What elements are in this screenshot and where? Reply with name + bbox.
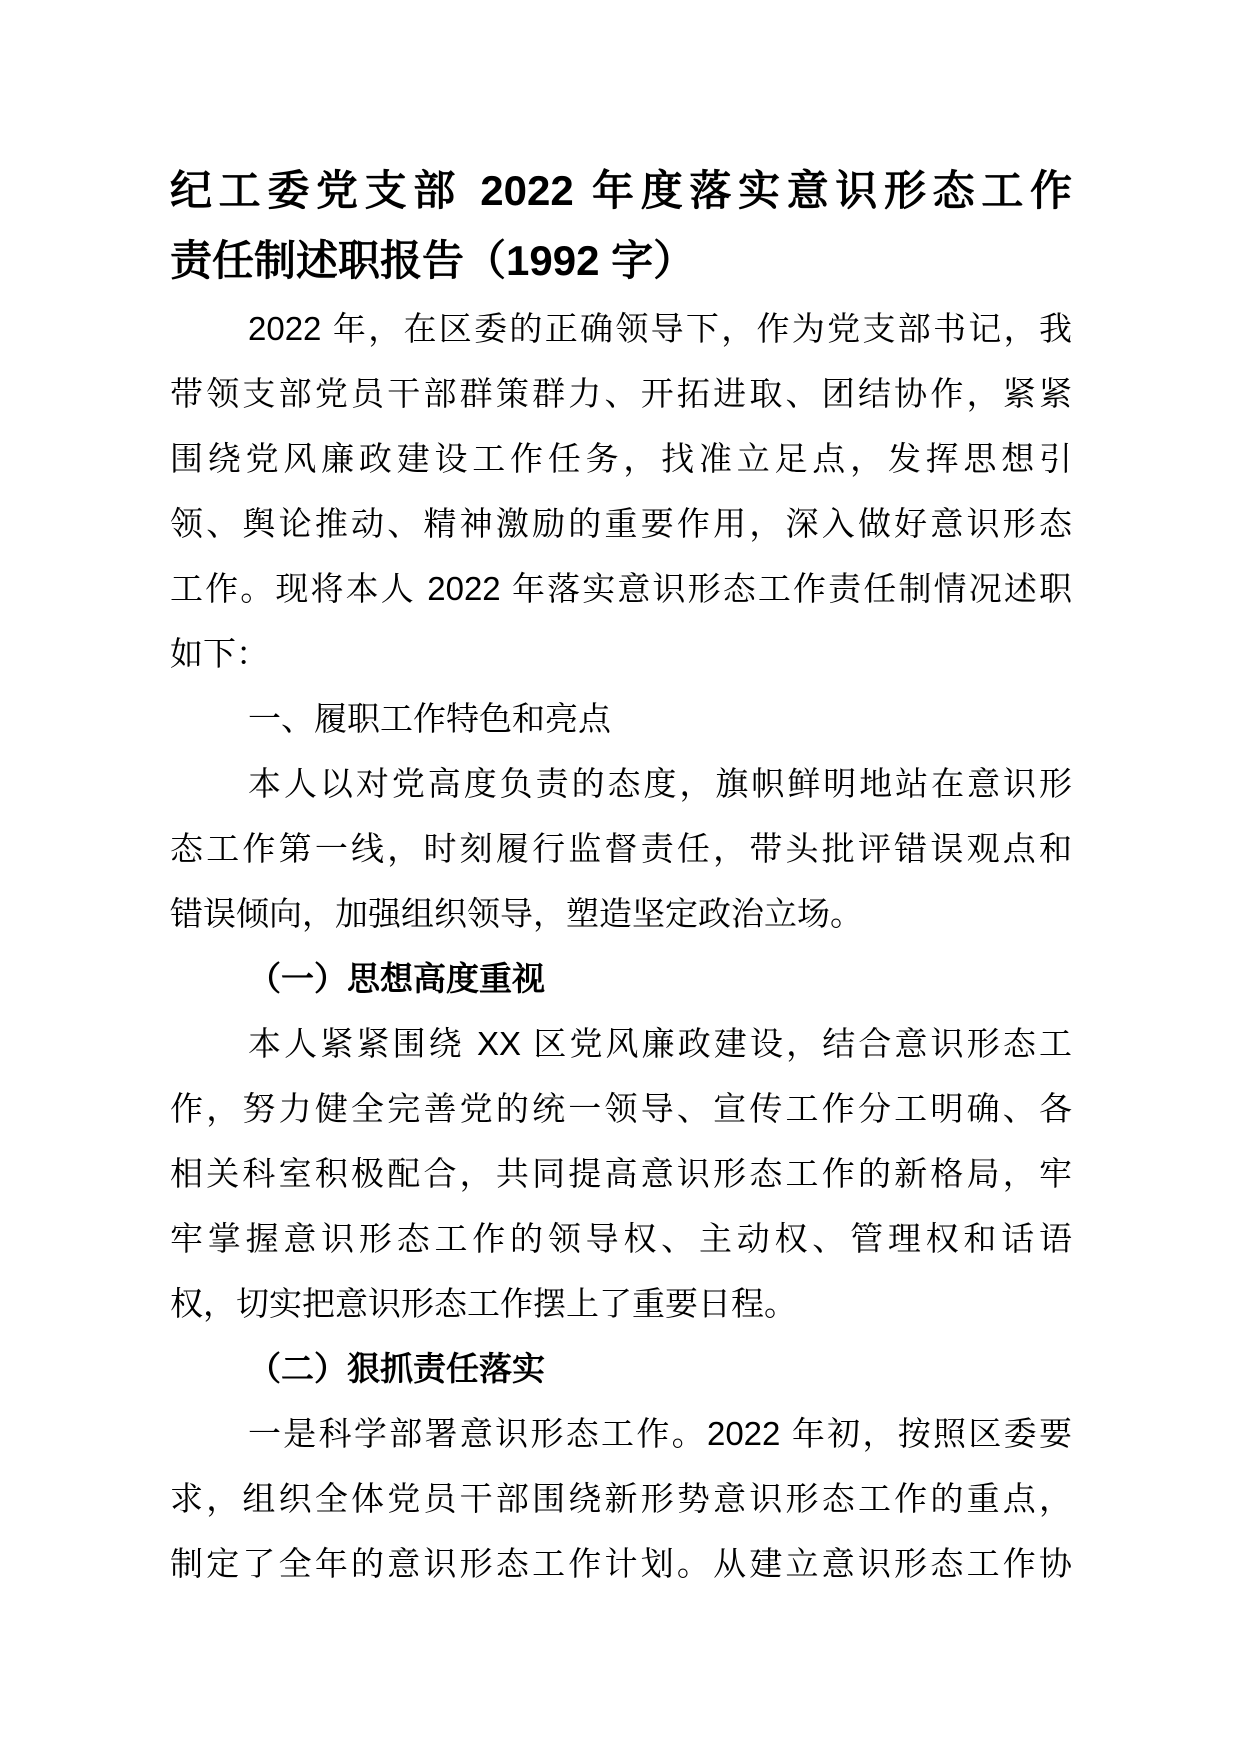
document-text-area xyxy=(170,156,1072,1596)
body-text-line: 错误倾向，加强组织领导，塑造坚定政治立场。 xyxy=(170,895,863,932)
body-text-line: 围绕党风廉政建设工作任务，找准立足点，发挥思想引 xyxy=(170,440,1072,477)
document-title-line: 责任制述职报告（1992 字） xyxy=(170,237,696,284)
document-title-line: 纪工委党支部 2022 年度落实意识形态工作 xyxy=(170,167,1072,214)
body-text-line: 一是科学部署意识形态工作。2022 年初，按照区委要 xyxy=(248,1415,1072,1452)
body-text-line: 相关科室积极配合，共同提高意识形态工作的新格局，牢 xyxy=(170,1155,1072,1192)
body-text-line: 求，组织全体党员干部围绕新形势意识形态工作的重点， xyxy=(170,1480,1072,1517)
body-text-line: 牢掌握意识形态工作的领导权、主动权、管理权和话语 xyxy=(170,1220,1072,1257)
subsection-heading: （二）狠抓责任落实 xyxy=(248,1350,545,1387)
body-text-line: 态工作第一线，时刻履行监督责任，带头批评错误观点和 xyxy=(170,830,1072,867)
body-text-line: 制定了全年的意识形态工作计划。从建立意识形态工作协 xyxy=(170,1545,1072,1582)
body-text-line: 作，努力健全完善党的统一领导、宣传工作分工明确、各 xyxy=(170,1090,1072,1127)
body-text-line: 工作。现将本人 2022 年落实意识形态工作责任制情况述职 xyxy=(170,570,1072,607)
body-text-line: 本人以对党高度负责的态度，旗帜鲜明地站在意识形 xyxy=(248,765,1072,802)
section-heading: 一、履职工作特色和亮点 xyxy=(248,700,611,737)
body-text-line: 带领支部党员干部群策群力、开拓进取、团结协作，紧紧 xyxy=(170,375,1072,412)
body-text-line: 权，切实把意识形态工作摆上了重要日程。 xyxy=(170,1285,797,1322)
body-text-line: 2022 年，在区委的正确领导下，作为党支部书记，我 xyxy=(248,310,1072,347)
body-text-line: 领、舆论推动、精神激励的重要作用，深入做好意识形态 xyxy=(170,505,1072,542)
body-text-line: 本人紧紧围绕 XX 区党风廉政建设，结合意识形态工 xyxy=(248,1025,1072,1062)
body-text-line: 如下： xyxy=(170,635,269,672)
subsection-heading: （一）思想高度重视 xyxy=(248,960,545,997)
